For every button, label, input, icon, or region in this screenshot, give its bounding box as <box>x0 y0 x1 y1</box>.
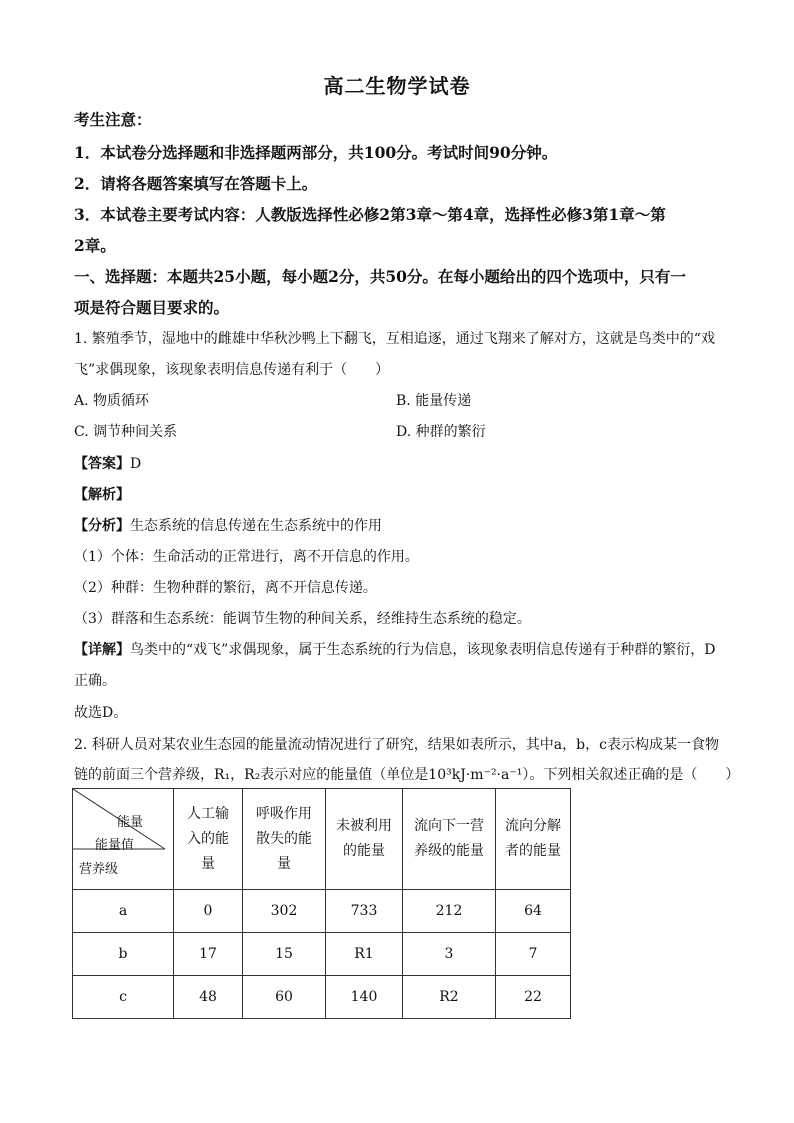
q2-stem-cont: 链的前面三个营养级，R₁，R₂表示对应的能量值（单位是10³kJ·m⁻²·a⁻¹）。下列相关叙述正确的是（ ） <box>74 767 740 783</box>
header-line: 流向分解 <box>505 818 561 834</box>
section-heading: 一、选择题：本题共25小题，每小题2分，共50分。在每小题给出的四个选项中，只有一 <box>74 267 686 286</box>
detail-tag: 【详解】 <box>74 642 130 658</box>
q1-detail <box>74 639 716 659</box>
table-cell: 15 <box>243 933 326 976</box>
table-cell: 64 <box>496 890 571 933</box>
notice-item-3: 3．本试卷主要考试内容：人教版选择性必修2第3章～第4章，选择性必修3第1章～第 <box>74 205 666 224</box>
header-cell <box>174 789 243 890</box>
answer-value: D <box>130 456 142 472</box>
q1-fenxi <box>74 515 382 535</box>
table-cell: R2 <box>403 976 496 1019</box>
corner-label-middle: 能量值 <box>95 838 135 853</box>
header-line: 量 <box>277 855 291 872</box>
table-cell: 17 <box>174 933 243 976</box>
table-cell: 3 <box>403 933 496 976</box>
table-cell: 733 <box>326 890 403 933</box>
page-title: 高二生物学试卷 <box>323 74 471 98</box>
q1-point-1: （1）个体：生命活动的正常进行，离不开信息的作用。 <box>74 549 419 565</box>
q1-detail-cont: 正确。 <box>74 673 116 689</box>
q1-point-2: （2）种群：生物种群的繁衍，离不开信息传递。 <box>74 580 377 596</box>
table-cell: 140 <box>326 976 403 1019</box>
q1-answer <box>74 453 141 473</box>
notice-item-1: 1．本试卷分选择题和非选择题两部分，共100分。考试时间90分钟。 <box>74 143 558 162</box>
table-cell: 22 <box>496 976 571 1019</box>
header-line: 未被利用 <box>336 818 392 834</box>
table-cell: 0 <box>174 890 243 933</box>
q1-option-a: A. 物质循环 <box>74 393 150 409</box>
header-line: 流向下一营 <box>414 818 484 834</box>
q1-option-d: D. 种群的繁衍 <box>396 424 486 440</box>
header-line: 养级的能量 <box>414 843 484 859</box>
header-cell <box>326 789 403 890</box>
header-line: 人工输 <box>187 805 229 822</box>
q1-point-3: （3）群落和生态系统：能调节生物的种间关系，经维持生态系统的稳定。 <box>74 611 531 627</box>
header-line: 的能量 <box>343 843 385 859</box>
q1-option-c: C. 调节种间关系 <box>74 424 178 440</box>
section-heading-cont: 项是符合题目要求的。 <box>74 298 230 317</box>
corner-label-top: 能量 <box>117 815 144 830</box>
q1-stem: 1. 繁殖季节，湿地中的雌雄中华秋沙鸭上下翻飞，互相追逐，通过飞翔来了解对方，这就是鸟类中的“戏 <box>74 331 715 347</box>
notice-item-2: 2．请将各题答案填写在答题卡上。 <box>74 174 318 193</box>
notice-heading: 考生注意： <box>74 110 152 129</box>
table-cell: 48 <box>174 976 243 1019</box>
table-cell: b <box>73 933 174 976</box>
table-row <box>73 976 571 1019</box>
table-row <box>73 890 571 933</box>
header-line: 入的能 <box>187 830 229 847</box>
table-row <box>73 933 571 976</box>
q1-stem-cont: 飞”求偶现象，该现象表明信息传递有利于（ ） <box>74 362 390 378</box>
header-line: 量 <box>201 855 215 872</box>
header-cell <box>496 789 571 890</box>
detail-text: 鸟类中的“戏飞”求偶现象，属于生态系统的行为信息，该现象表明信息传递有于种群的繁衍，D <box>130 642 716 658</box>
header-line: 散失的能 <box>256 830 312 847</box>
header-cell <box>403 789 496 890</box>
analysis-tag: 【解析】 <box>74 487 130 503</box>
table-cell: c <box>73 976 174 1019</box>
q1-option-b: B. 能量传递 <box>396 393 472 409</box>
fenxi-text: 生态系统的信息传递在生态系统中的作用 <box>130 518 382 534</box>
header-line: 呼吸作用 <box>256 805 312 822</box>
corner-label-bottom: 营养级 <box>79 862 119 877</box>
answer-tag: 【答案】 <box>74 456 130 472</box>
table-corner-cell <box>73 789 174 890</box>
table-header-row <box>73 789 571 890</box>
q1-conclusion: 故选D。 <box>74 705 128 721</box>
energy-table <box>72 788 571 1019</box>
table-cell: 212 <box>403 890 496 933</box>
table-cell: 7 <box>496 933 571 976</box>
table-cell: 302 <box>243 890 326 933</box>
header-line: 者的能量 <box>505 843 561 859</box>
table-cell: 60 <box>243 976 326 1019</box>
notice-item-3-cont: 2章。 <box>74 236 116 255</box>
table-cell: R1 <box>326 933 403 976</box>
q2-stem: 2. 科研人员对某农业生态园的能量流动情况进行了研究，结果如表所示，其中a，b，c表示构成某一食物 <box>74 737 719 753</box>
header-cell <box>243 789 326 890</box>
table-cell: a <box>73 890 174 933</box>
fenxi-tag: 【分析】 <box>74 518 130 534</box>
